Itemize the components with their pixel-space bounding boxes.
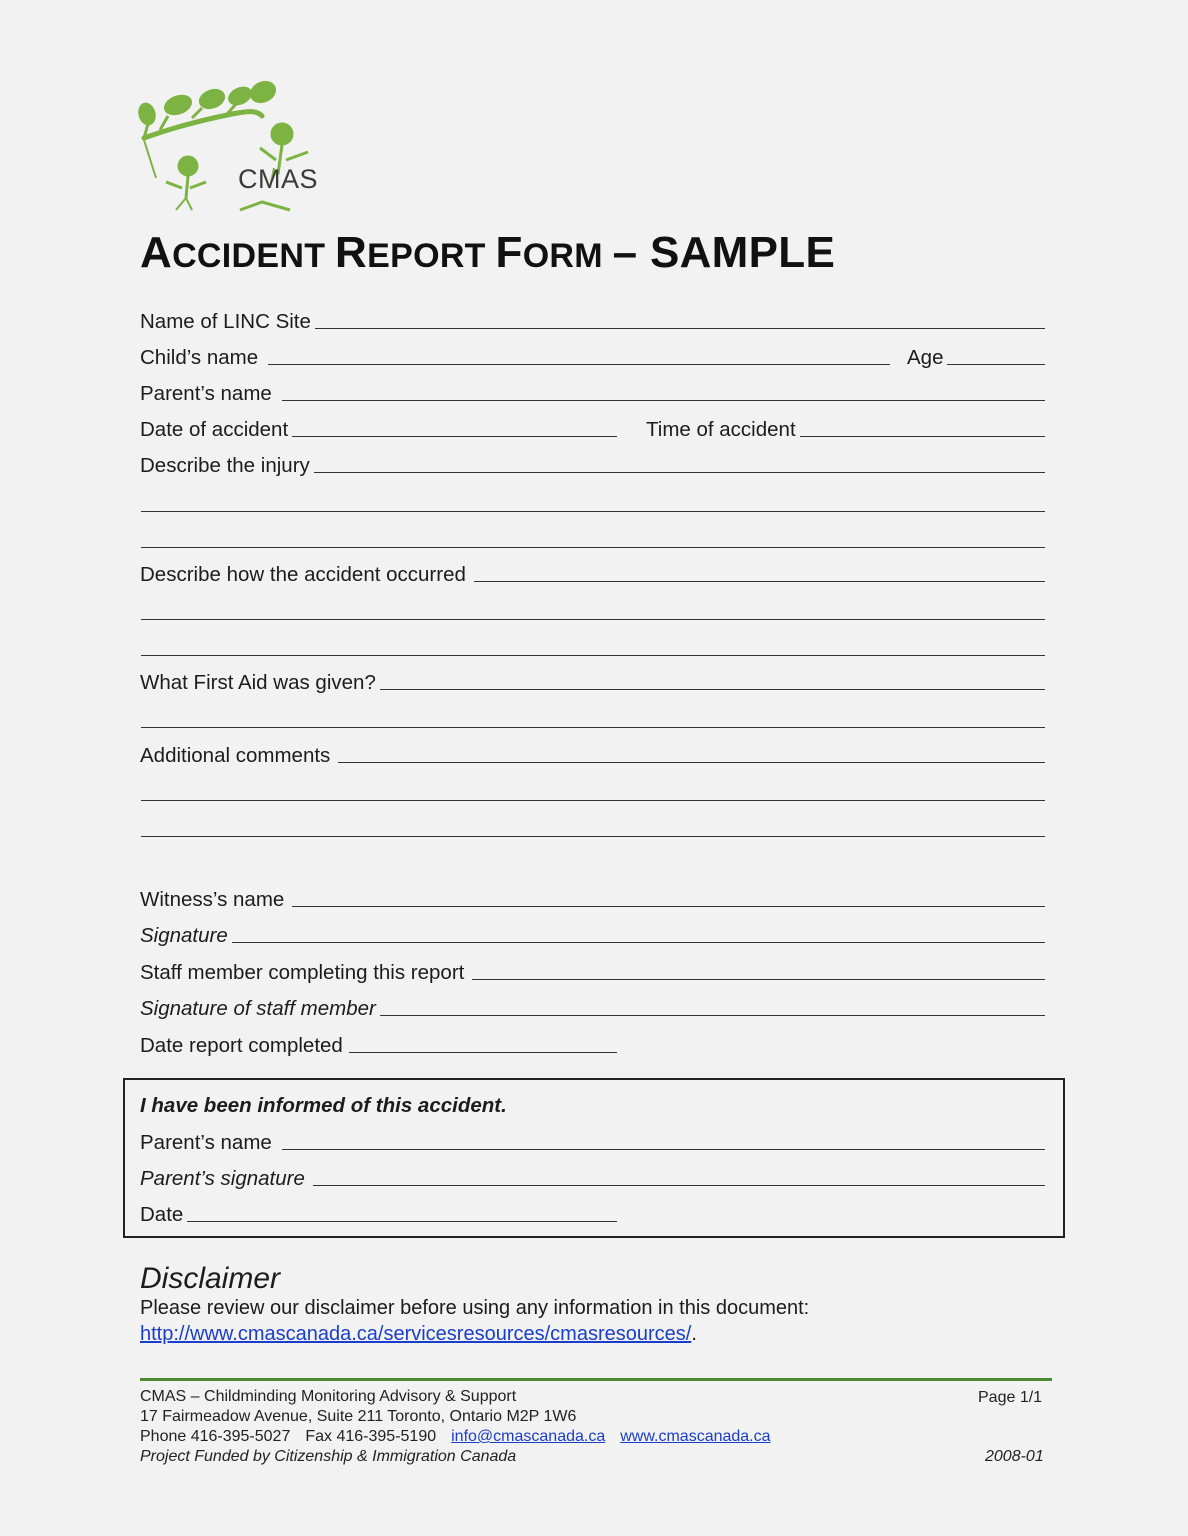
staff-signature-label: Signature of staff member xyxy=(140,997,376,1020)
ack-date-field[interactable] xyxy=(140,1197,617,1227)
footer-org: CMAS – Childminding Monitoring Advisory & Support xyxy=(140,1388,517,1405)
disclaimer-heading: Disclaimer xyxy=(140,1262,281,1295)
age-line[interactable] xyxy=(947,344,1045,365)
ack-parent-signature-label: Parent’s signature xyxy=(140,1167,305,1190)
staff-member-line[interactable] xyxy=(472,959,1045,980)
staff-signature-line[interactable] xyxy=(380,995,1045,1016)
acknowledgement-heading: I have been informed of this accident. xyxy=(140,1094,507,1117)
describe-how-line-3[interactable] xyxy=(141,654,1045,656)
signature-field[interactable] xyxy=(140,918,1045,948)
footer-page-number: Page 1/1 xyxy=(978,1389,1043,1406)
acknowledgement-heading-row xyxy=(140,1088,740,1118)
age-label: Age xyxy=(907,346,944,369)
date-of-accident-field[interactable] xyxy=(140,412,617,442)
page-title: ACCIDENT REPORT FORM – SAMPLE xyxy=(140,228,836,277)
staff-member-field[interactable] xyxy=(140,955,1045,985)
ack-date-line[interactable] xyxy=(187,1201,617,1222)
footer-version: 2008-01 xyxy=(985,1448,1044,1465)
child-name-label: Child’s name xyxy=(140,346,259,369)
first-aid-line-2[interactable] xyxy=(141,726,1045,728)
date-completed-line[interactable] xyxy=(349,1032,617,1053)
first-aid-field[interactable] xyxy=(140,665,1045,695)
witness-name-line[interactable] xyxy=(292,886,1045,907)
date-completed-label: Date report completed xyxy=(140,1034,343,1057)
parent-name-label: Parent’s name xyxy=(140,382,272,405)
ack-parent-signature-field[interactable] xyxy=(140,1161,1045,1191)
parent-name-field[interactable] xyxy=(140,376,1045,406)
additional-comments-field[interactable] xyxy=(140,738,1045,768)
first-aid-line[interactable] xyxy=(380,669,1045,690)
staff-member-label: Staff member completing this report xyxy=(140,961,465,984)
first-aid-label: What First Aid was given? xyxy=(140,671,376,694)
footer-funding: Project Funded by Citizenship & Immigration Canada xyxy=(140,1448,517,1465)
disclaimer-url-line xyxy=(140,1323,697,1346)
footer-website-link[interactable]: www.cmascanada.ca xyxy=(620,1428,771,1445)
ack-date-label: Date xyxy=(140,1203,184,1226)
linc-site-line[interactable] xyxy=(315,308,1045,329)
describe-injury-label: Describe the injury xyxy=(140,454,310,477)
describe-how-line[interactable] xyxy=(474,561,1045,582)
date-of-accident-line[interactable] xyxy=(292,416,617,437)
describe-how-label: Describe how the accident occurred xyxy=(140,563,466,586)
child-name-field[interactable] xyxy=(140,340,890,370)
logo-text: CMAS xyxy=(238,164,319,194)
date-completed-field[interactable] xyxy=(140,1028,617,1058)
additional-comments-label: Additional comments xyxy=(140,744,331,767)
witness-name-field[interactable] xyxy=(140,882,1045,912)
age-field[interactable] xyxy=(907,340,1045,370)
describe-injury-line-3[interactable] xyxy=(141,546,1045,548)
footer-divider xyxy=(140,1378,1052,1381)
disclaimer-text: Please review our disclaimer before using any information in this document: xyxy=(140,1297,810,1319)
describe-injury-field[interactable] xyxy=(140,448,1045,478)
additional-comments-line-3[interactable] xyxy=(141,835,1045,837)
describe-how-line-2[interactable] xyxy=(141,618,1045,620)
footer-email-link[interactable]: info@cmascanada.ca xyxy=(451,1428,606,1445)
linc-site-field[interactable] xyxy=(140,304,1045,334)
signature-label: Signature xyxy=(140,924,228,947)
parent-name-line[interactable] xyxy=(282,380,1045,401)
signature-line[interactable] xyxy=(232,922,1045,943)
cmas-logo xyxy=(132,78,332,218)
time-of-accident-label: Time of accident xyxy=(646,418,796,441)
disclaimer-url-suffix: . xyxy=(691,1323,697,1345)
date-of-accident-label: Date of accident xyxy=(140,418,289,441)
footer-contact xyxy=(140,1428,771,1446)
ack-parent-name-field[interactable] xyxy=(140,1125,1045,1155)
describe-how-field[interactable] xyxy=(140,557,1045,587)
ack-parent-signature-line[interactable] xyxy=(313,1165,1045,1186)
ack-parent-name-label: Parent’s name xyxy=(140,1131,272,1154)
witness-name-label: Witness’s name xyxy=(140,888,285,911)
ack-parent-name-line[interactable] xyxy=(282,1129,1045,1150)
time-of-accident-line[interactable] xyxy=(800,416,1045,437)
footer-fax: Fax 416-395-5190 xyxy=(305,1428,437,1445)
child-name-line[interactable] xyxy=(268,344,890,365)
describe-injury-line[interactable] xyxy=(314,452,1045,473)
additional-comments-line-2[interactable] xyxy=(141,799,1045,801)
describe-injury-line-2[interactable] xyxy=(141,510,1045,512)
footer-address: 17 Fairmeadow Avenue, Suite 211 Toronto, Ontario M2P 1W6 xyxy=(140,1408,577,1425)
linc-site-label: Name of LINC Site xyxy=(140,310,311,333)
disclaimer-link[interactable]: http://www.cmascanada.ca/servicesresources/cmasresources/ xyxy=(140,1323,692,1345)
additional-comments-line[interactable] xyxy=(338,742,1045,763)
time-of-accident-field[interactable] xyxy=(646,412,1045,442)
staff-signature-field[interactable] xyxy=(140,991,1045,1021)
footer-phone: Phone 416-395-5027 xyxy=(140,1428,291,1445)
